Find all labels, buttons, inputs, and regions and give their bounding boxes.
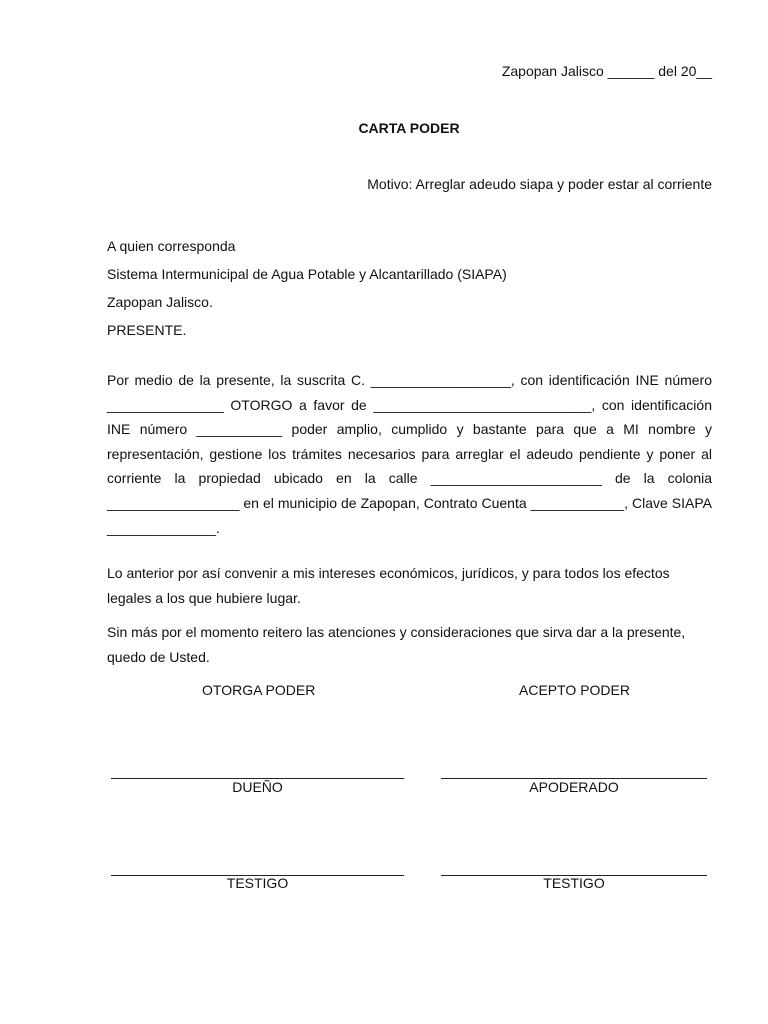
addressee-line-4: PRESENTE. xyxy=(107,322,187,338)
addressee-line-2: Sistema Intermunicipal de Agua Potable y Alcantarillado (SIAPA) xyxy=(107,266,507,282)
body-paragraph-3: Sin más por el momento reitero las atenciones y consideraciones que sirva dar a la presente, quedo de Usted. xyxy=(107,624,686,665)
attorney-label: APODERADO xyxy=(529,779,619,795)
left-witness-label: TESTIGO xyxy=(226,875,289,891)
owner-label: DUEÑO xyxy=(232,779,283,795)
left-signature-heading: OTORGA PODER xyxy=(202,682,316,698)
right-signature-heading: ACEPTO PODER xyxy=(519,682,630,698)
right-witness-label: TESTIGO xyxy=(543,875,605,891)
body-paragraph-2: Lo anterior por así convenir a mis intereses económicos, jurídicos, y para todos los efectos legales a los que hubiere lugar. xyxy=(107,565,670,606)
addressee-line-1: A quien corresponda xyxy=(107,238,236,254)
date-line: Zapopan Jalisco ______ del 20__ xyxy=(501,63,712,79)
motivo-line: Motivo: Arreglar adeudo siapa y poder estar al corriente xyxy=(367,176,712,192)
document-title: CARTA PODER xyxy=(358,120,460,136)
addressee-block xyxy=(107,232,507,344)
body-paragraph-1: Por medio de la presente, la suscrita C. __________________, con identificación INE número _______________ OTORGO a favor de ____________________________, con identificación INE número ___________ poder amplio, cumplido y bastante para que a MI nombre y representación, gestione los trámites necesarios para arreglar el adeudo pendiente y poner al corriente la propiedad ubicado en la calle ______________________ de la colonia _________________ en el municipio de Zapopan, Contrato Cuenta ____________, Clave SIAPA ______________. xyxy=(107,372,712,536)
addressee-line-3: Zapopan Jalisco. xyxy=(107,294,213,310)
